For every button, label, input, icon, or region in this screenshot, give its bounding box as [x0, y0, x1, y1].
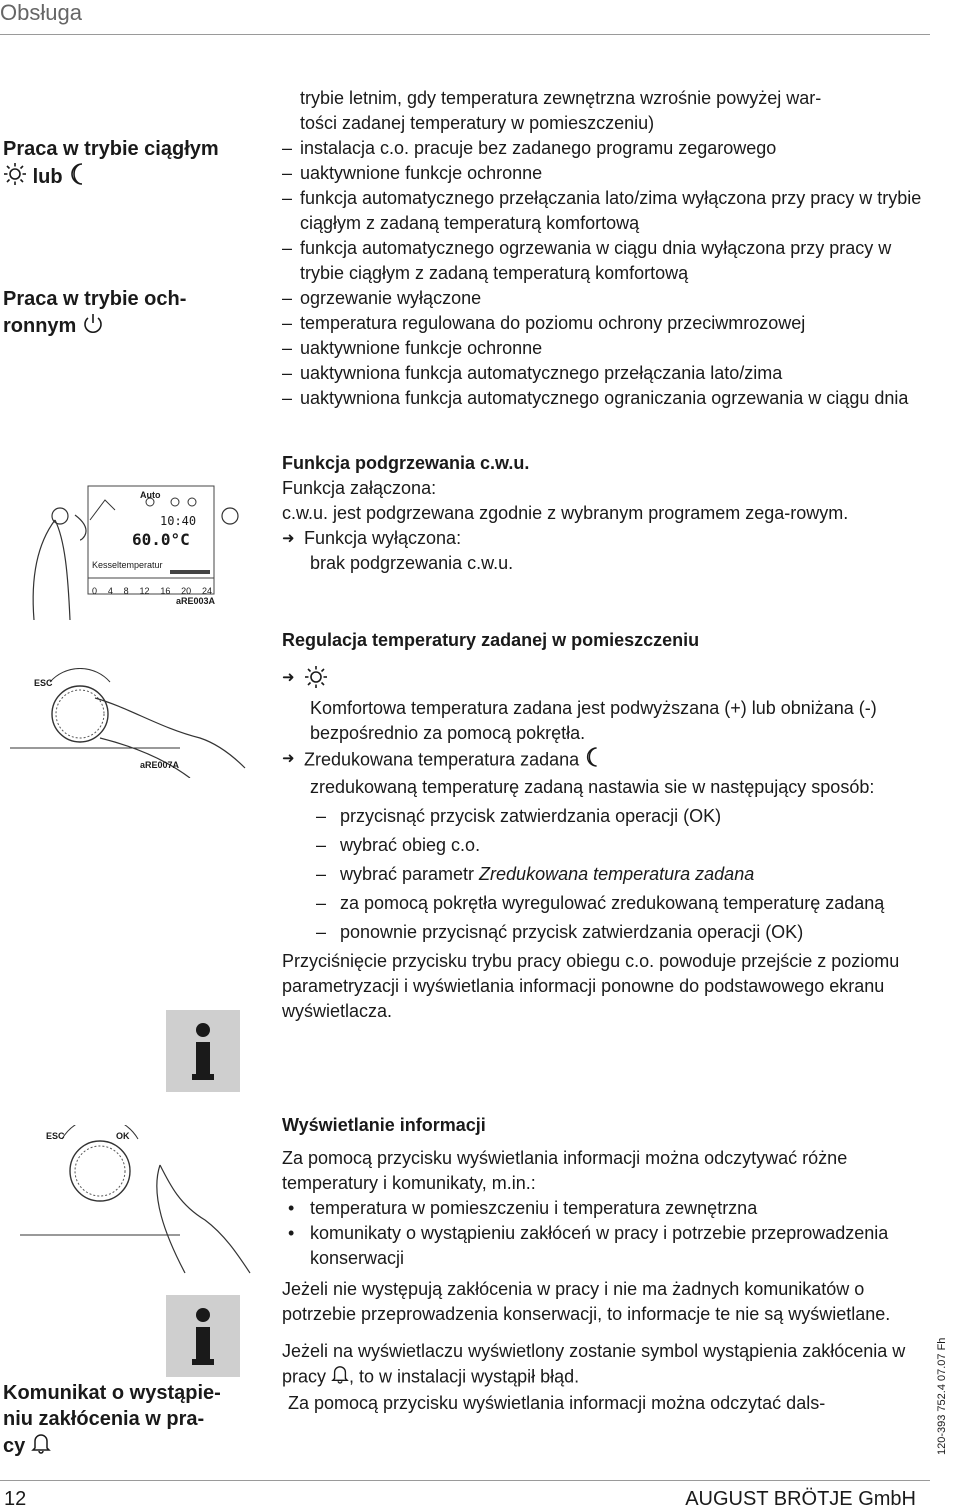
regulation-section: Regulacja temperatury zadanej w pomieszczeniu ➜ Komfortowa temperatura zadana jest podwyższana (+) lub obniżana (-) bezpośrednio za pomocą pokrętła. ➜ Zredukowana temperatura zadana zredukowaną temperaturę zadaną nastawia sie w następujący sposób: – przycisnąć przycisk zatwierdzania operacji (OK) – wybrać obieg c.o. – wybrać parametr Zredukowana temperatura zadana – za pomocą pokrętła wyregulować zredukowaną temperaturę zadaną – ponownie przycisnąć przycisk zatwierdzania operacji (OK) Przyciśnięcie przycisku trybu pracy obiegu c.o. powoduje przejście z poziomu parametryzacji i wyświetlania informacji ponowne do podstawowego ekranu wyświetlacza.: [282, 628, 927, 1024]
info-section: Wyświetlanie informacji Za pomocą przycisku wyświetlania informacji można odczytywać różne temperatury i komunikaty, m.in.: • temperatura w pomieszczeniu i temperatura zewnętrzna • komunikaty o wystąpieniu zakłóceń w pracy i potrzebie przeprowadzenia konserwacji Jeżeli nie występują zakłócenia w pracy i nie ma żadnych komunikatów o potrzebie przeprowadzenia konserwacji, to informacje te nie są wyświetlane. Jeżeli na wyświetlaczu wyświetlony zostanie symbol wystąpienia zakłócenia w pracy , to w instalacji wystąpił błąd. Za pomocą przycisku wyświetlania informacji można odczytać dals-: [282, 1113, 922, 1416]
sidebar-fault-label: Komunikat o wystąpie- niu zakłócenia w pra- cy: [3, 1380, 221, 1461]
bell-icon: [31, 1432, 51, 1461]
list-item: • komunikaty o wystąpieniu zakłóceń w pracy i potrzebie przeprowadzenia konserwacji: [282, 1221, 922, 1271]
intro-text: trybie letnim, gdy temperatura zewnętrzna wzrośnie powyżej war- tości zadanej temperatury w pomieszczeniu): [300, 88, 822, 133]
figure-knob: ESC aRE007A: [10, 668, 260, 778]
info-box: [166, 1295, 240, 1377]
header-divider: [0, 34, 930, 35]
figure-controller-display: Auto 10:40 60.0°C Kesseltemperatur 0 4 8 12 16 20 24 aRE003A: [20, 480, 270, 630]
sidebar-continuous-label: Praca w trybie ciągłym lub: [3, 136, 219, 193]
page-number: 12: [4, 1488, 27, 1510]
bell-icon: [331, 1364, 349, 1391]
figure-info-button: ESC OK: [20, 1125, 260, 1275]
figure-ticks: 0 4 8 12 16 20 24: [92, 586, 212, 596]
list-item: – za pomocą pokrętła wyregulować zredukowaną temperaturę zadaną: [282, 891, 927, 916]
info-heading: Wyświetlanie informacji: [282, 1115, 486, 1135]
standby-icon: [82, 312, 104, 341]
dhw-section: Funkcja podgrzewania c.w.u. Funkcja załączona: c.w.u. jest podgrzewana zgodnie z wybranym programem zega-rowym. ➜ Funkcja wyłączona: brak podgrzewania c.w.u.: [282, 451, 922, 576]
list-item: – funkcja automatycznego przełączania lato/zima wyłączona przy pracy w trybie ciągłym z zadaną temperaturą komfortową: [282, 186, 922, 236]
regulation-heading: Regulacja temperatury zadanej w pomieszczeniu: [282, 630, 700, 650]
fault-text: Jeżeli na wyświetlaczu wyświetlony zostanie symbol wystąpienia zakłócenia w pracy , to w instalacji wystąpił błąd.: [282, 1339, 922, 1391]
frost-list: [282, 286, 922, 411]
footer-divider: [0, 1480, 930, 1481]
reduced-label: ➜ Zredukowana temperatura zadana: [282, 746, 927, 775]
list-item: – wybrać parametr Zredukowana temperatura zadana: [282, 862, 927, 887]
list-item: – uaktywniona funkcja automatycznego ograniczania ogrzewania w ciągu dnia: [282, 386, 922, 411]
info-icon: [166, 1010, 240, 1092]
list-item: – instalacja c.o. pracuje bez zadanego programu zegarowego: [282, 136, 922, 161]
continuous-list: [282, 136, 922, 286]
sidebar-frost-label: Praca w trybie och- ronnym: [3, 286, 186, 341]
list-item: – funkcja automatycznego ogrzewania w ciągu dnia wyłączona przy pracy w trybie ciągłym z zadaną temperaturą komfortową: [282, 236, 922, 286]
dhw-off-label: ➜ Funkcja wyłączona:: [282, 526, 922, 551]
info-box: [166, 1010, 240, 1092]
list-item: – uaktywnione funkcje ochronne: [282, 336, 922, 361]
list-item: – przycisnąć przycisk zatwierdzania operacji (OK): [282, 804, 927, 829]
list-item: • temperatura w pomieszczeniu i temperatura zewnętrzna: [282, 1196, 922, 1221]
list-item: – wybrać obieg c.o.: [282, 833, 927, 858]
sun-icon: [3, 162, 27, 193]
regulation-note: Przyciśnięcie przycisku trybu pracy obiegu c.o. powoduje przejście z poziomu parametryzacji i wyświetlania informacji ponowne do podstawowego ekranu wyświetlacza.: [282, 951, 900, 1021]
page-title: Obsługa: [0, 0, 82, 25]
sun-icon: [304, 665, 328, 696]
moon-icon: [68, 162, 88, 193]
list-item: – temperatura regulowana do poziomu ochrony przeciwmrozowej: [282, 311, 922, 336]
company-name: AUGUST BRÖTJE GmbH: [685, 1488, 916, 1510]
doc-number: 120-393 752.4 07.07 Fh: [936, 1337, 948, 1455]
list-item: – uaktywniona funkcja automatycznego przełączania lato/zima: [282, 361, 922, 386]
list-item: – ogrzewanie wyłączone: [282, 286, 922, 311]
dhw-heading: Funkcja podgrzewania c.w.u.: [282, 453, 530, 473]
moon-icon: [584, 746, 602, 775]
list-item: – uaktywnione funkcje ochronne: [282, 161, 922, 186]
list-item: – ponownie przycisnąć przycisk zatwierdzania operacji (OK): [282, 920, 927, 945]
comfort-arrow: [282, 665, 927, 696]
info-icon: [166, 1295, 240, 1377]
